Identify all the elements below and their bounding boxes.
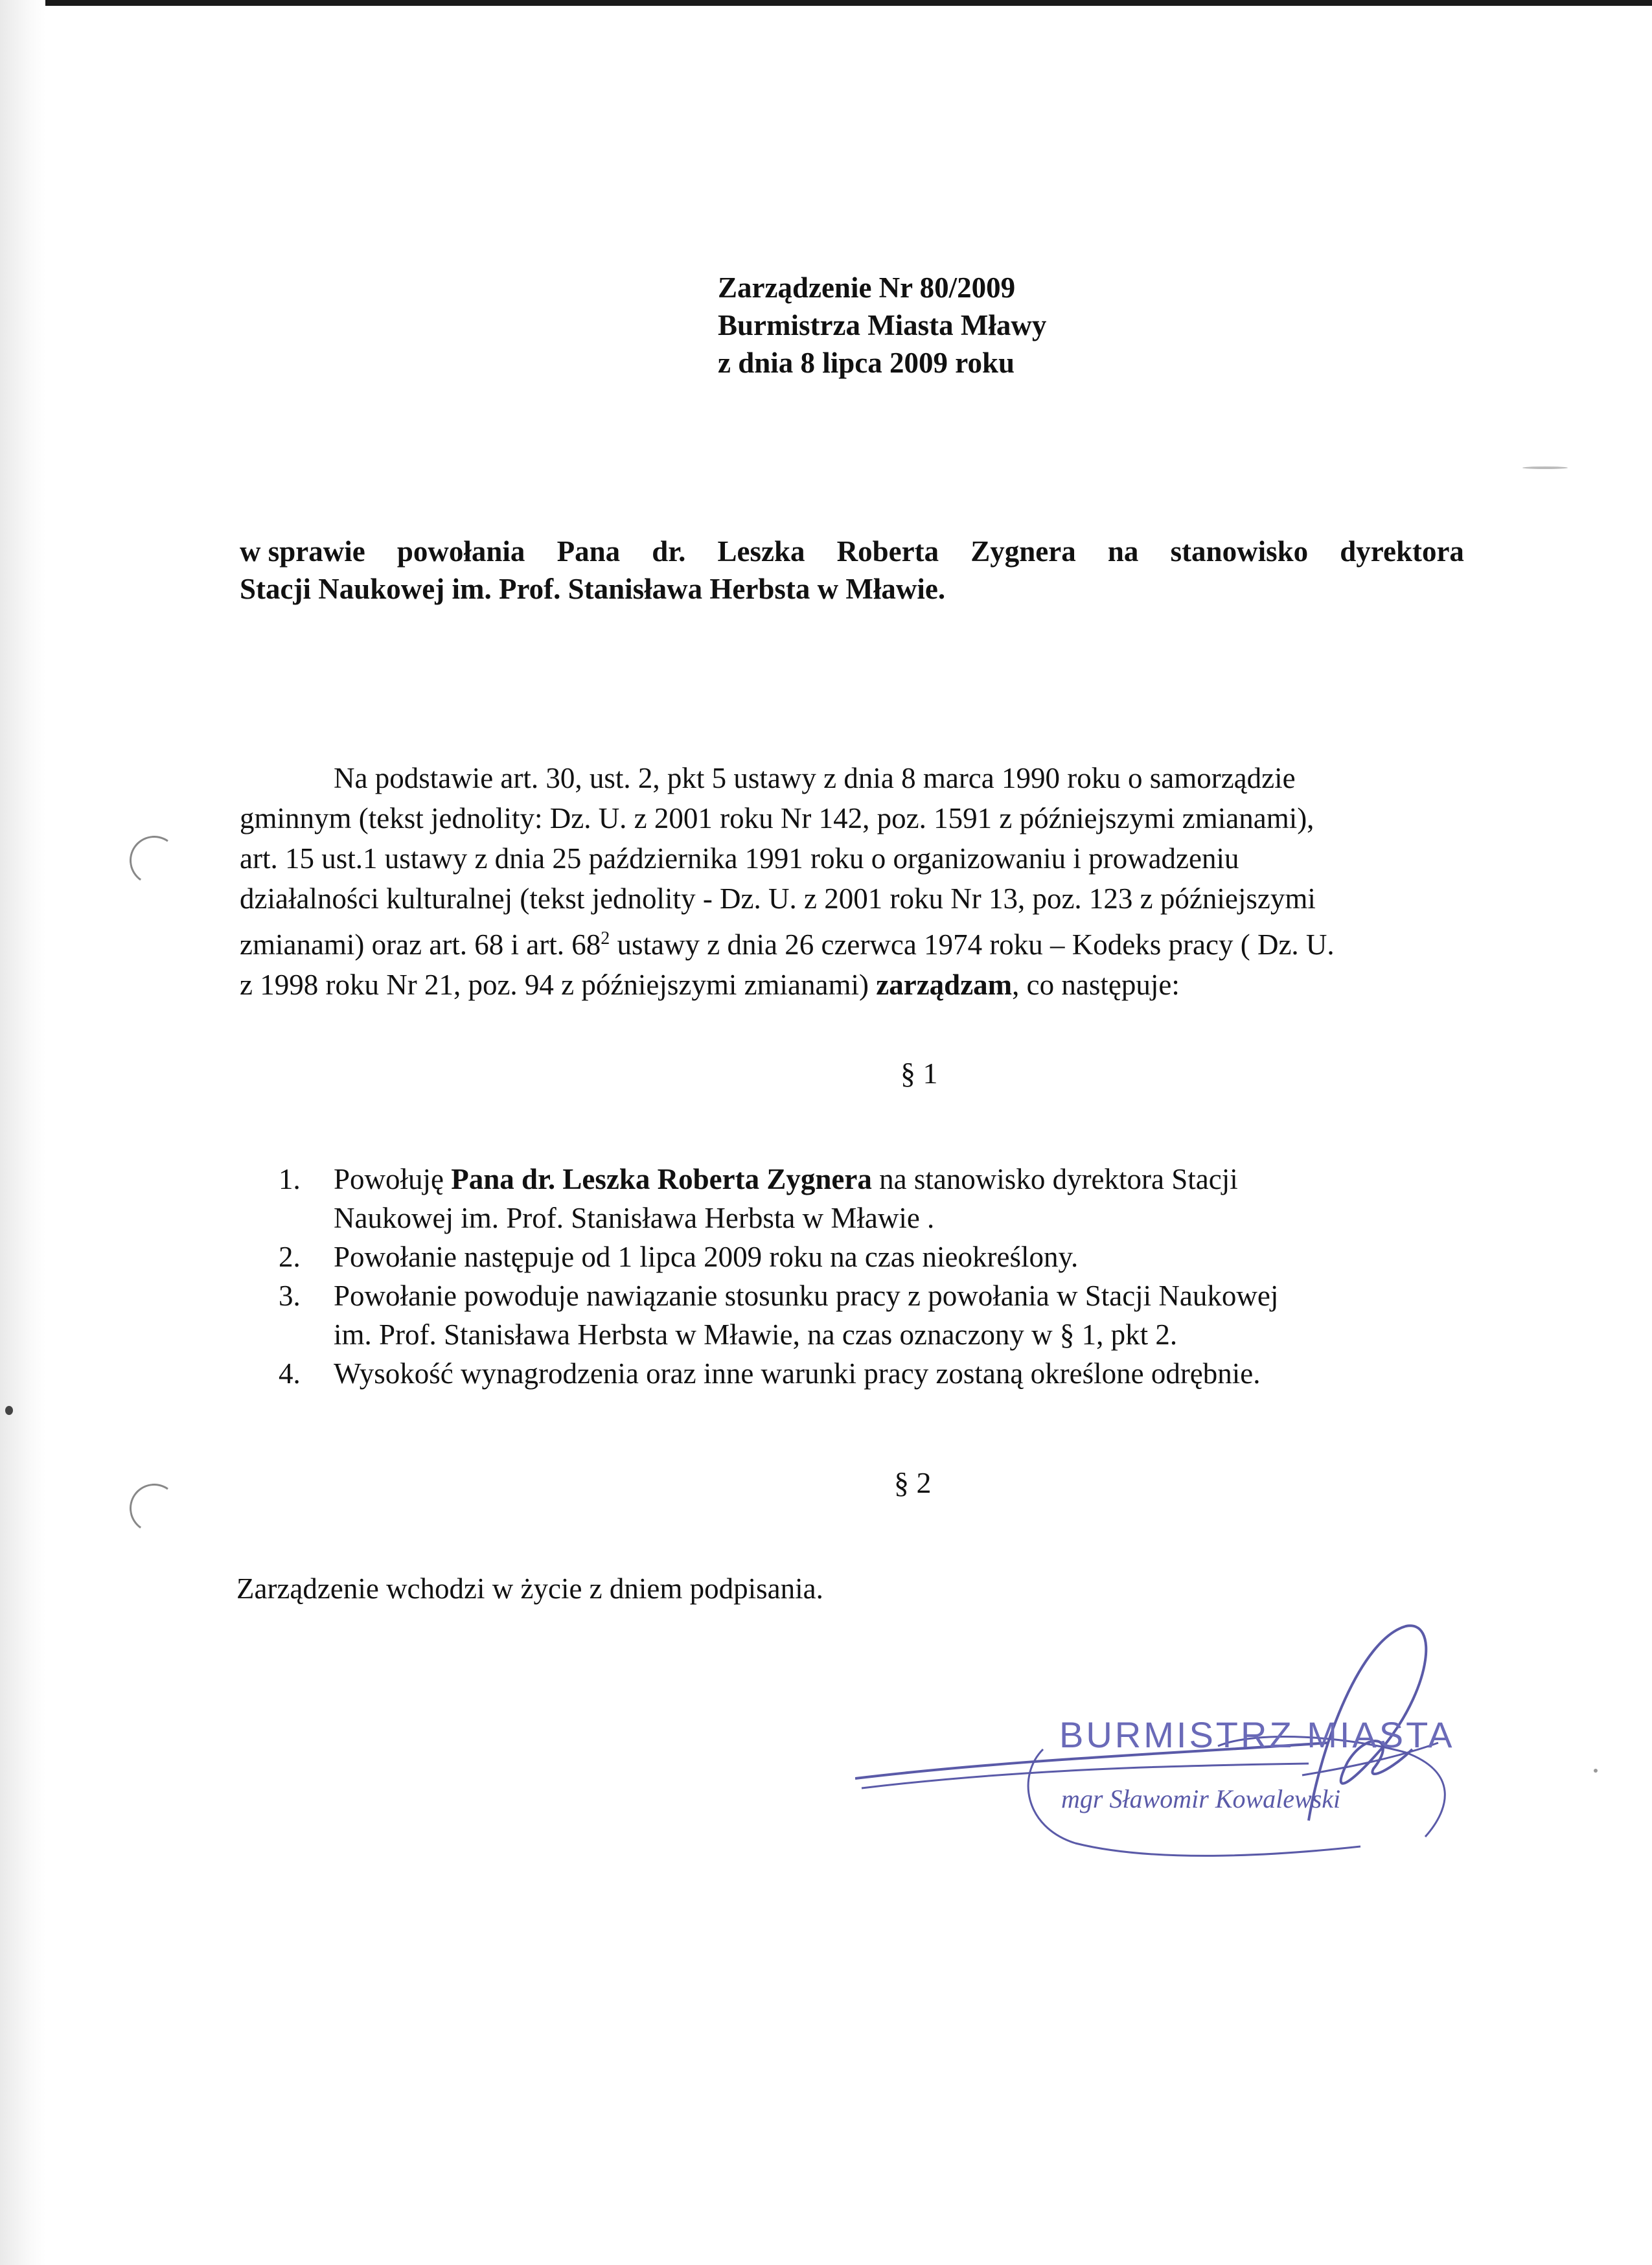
subject-word: Roberta (836, 535, 939, 568)
preamble-text: ustawy z dnia 26 czerwca 1974 roku – Kodeks pracy ( Dz. U. (610, 928, 1335, 961)
subject-word: w sprawie (240, 535, 365, 568)
stamp-title: BURMISTRZ MIASTA (1059, 1714, 1455, 1755)
preamble-bold-word: zarządzam (876, 969, 1013, 1001)
list-item-text-part: na stanowisko dyrektora Stacji (871, 1163, 1238, 1195)
preamble (240, 758, 1464, 1005)
preamble-text: z 1998 roku Nr 21, poz. 94 z późniejszymi zmianami) (240, 969, 877, 1001)
section-1-heading: § 1 (901, 1057, 938, 1090)
section-1-list (279, 1160, 1464, 1393)
preamble-line (240, 965, 1464, 1005)
scan-top-border (0, 0, 1652, 6)
scan-speck (1522, 466, 1568, 469)
list-item-number: 1. (279, 1163, 301, 1195)
list-item-text-part: Powołuję (334, 1163, 452, 1195)
subject-block (240, 533, 1464, 608)
subject-word: Leszka (717, 535, 805, 568)
title-line-2: Burmistrza Miasta Mławy (718, 309, 1047, 341)
list-item (279, 1354, 1464, 1393)
list-item-number: 3. (279, 1280, 301, 1312)
title-line-3: z dnia 8 lipca 2009 roku (718, 347, 1015, 379)
list-item-line: Wysokość wynagrodzenia oraz inne warunki pracy zostaną określone odrębnie. (334, 1357, 1261, 1390)
title-line-1: Zarządzenie Nr 80/2009 (718, 271, 1016, 304)
subject-line-2: Stacji Naukowej im. Prof. Stanisława Herbsta w Mławie. (240, 573, 946, 605)
preamble-line (240, 919, 1464, 965)
section-2-heading: § 2 (894, 1466, 932, 1499)
preamble-line: Na podstawie art. 30, ust. 2, pkt 5 ustawy z dnia 8 marca 1990 roku o samorządzie (334, 762, 1296, 794)
list-item (279, 1276, 1464, 1354)
subject-word: powołania (396, 535, 525, 568)
list-item-line: Powołanie powoduje nawiązanie stosunku pracy z powołania w Stacji Naukowej (334, 1280, 1279, 1312)
subject-line-1 (240, 533, 1464, 570)
list-item (279, 1160, 1464, 1237)
preamble-text: zmianami) oraz art. 68 i art. 68 (240, 928, 601, 961)
subject-word: Pana (556, 535, 621, 568)
list-item-text (334, 1160, 1464, 1237)
mayor-stamp-signature (855, 1613, 1471, 1859)
punch-hole-mark (126, 832, 183, 889)
preamble-line: gminnym (tekst jednolity: Dz. U. z 2001 roku Nr 142, poz. 1591 z późniejszymi zmianami), (240, 802, 1314, 834)
stamp-name: mgr Sławomir Kowalewski (1061, 1784, 1341, 1813)
scan-left-edge (0, 0, 45, 2265)
list-item-text (334, 1354, 1464, 1393)
list-item-text (334, 1276, 1464, 1354)
list-item-bold: Pana dr. Leszka Roberta Zygnera (451, 1163, 872, 1195)
subject-word: stanowisko (1170, 535, 1309, 568)
preamble-line: działalności kulturalnej (tekst jednolity - Dz. U. z 2001 roku Nr 13, poz. 123 z późniejszymi (240, 882, 1316, 915)
list-item-number: 4. (279, 1357, 301, 1390)
document-title (718, 269, 1046, 382)
list-item-line: Naukowej im. Prof. Stanisława Herbsta w Mławie . (334, 1202, 935, 1234)
superscript: 2 (601, 928, 610, 949)
subject-word: Zygnera (970, 535, 1076, 568)
scan-speck (5, 1406, 13, 1415)
list-item-line: im. Prof. Stanisława Herbsta w Mławie, na czas oznaczony w § 1, pkt 2. (334, 1318, 1178, 1351)
final-provision: Zarządzenie wchodzi w życie z dniem podpisania. (236, 1572, 823, 1605)
list-item-line: Powołanie następuje od 1 lipca 2009 roku na czas nieokreślony. (334, 1241, 1079, 1273)
list-item (279, 1237, 1464, 1276)
punch-hole-mark (126, 1480, 183, 1537)
subject-word: dr. (652, 535, 686, 568)
scan-speck (1594, 1769, 1598, 1773)
preamble-text: , co następuje: (1012, 969, 1180, 1001)
list-item-number: 2. (279, 1241, 301, 1273)
preamble-line: art. 15 ust.1 ustawy z dnia 25 października 1991 roku o organizowaniu i prowadzeniu (240, 842, 1239, 875)
list-item-text (334, 1237, 1464, 1276)
subject-word: dyrektora (1340, 535, 1464, 568)
subject-word: na (1107, 535, 1139, 568)
